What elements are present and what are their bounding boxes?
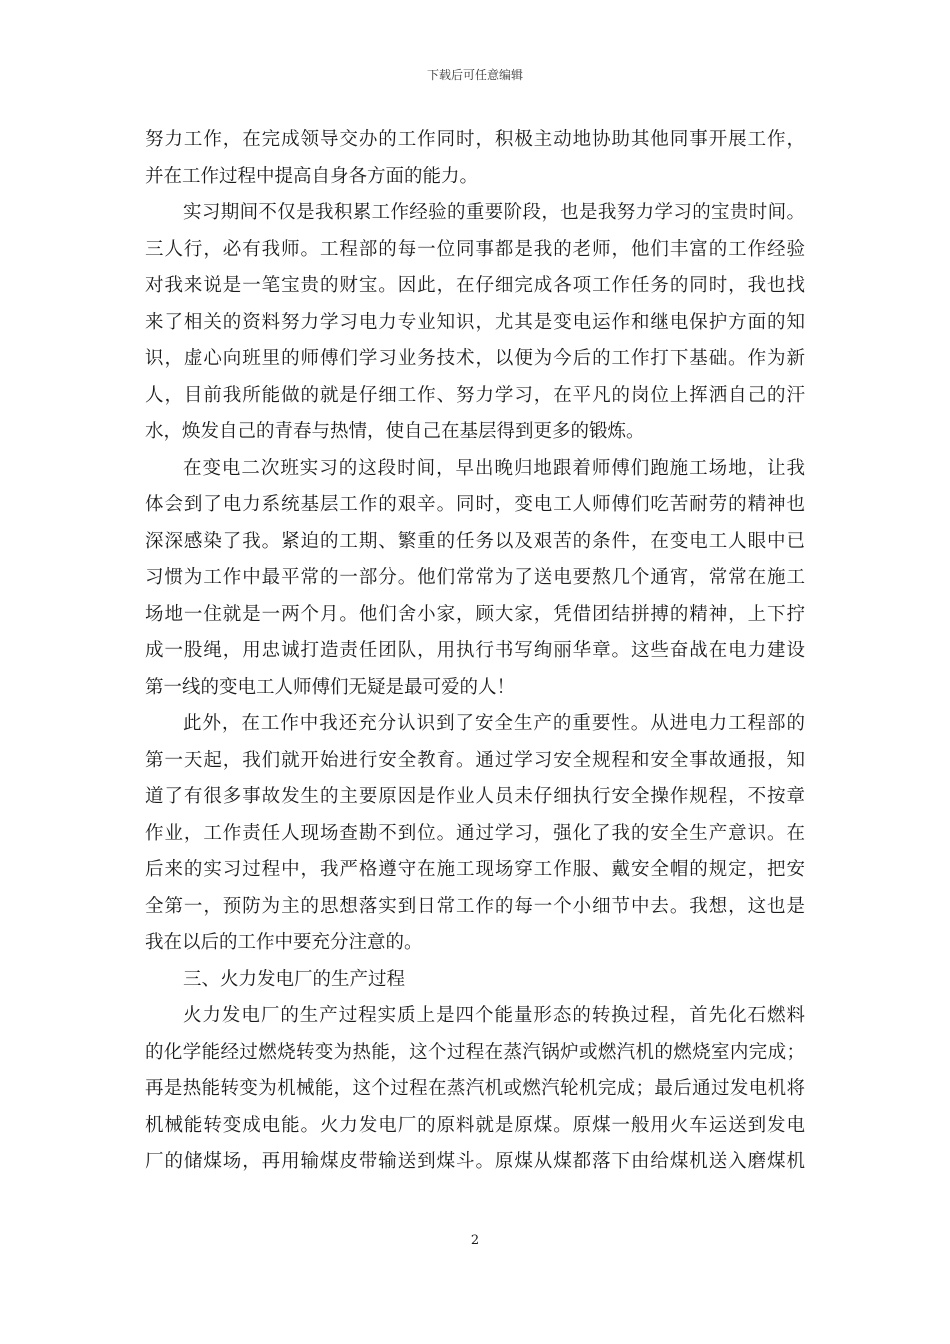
- text-line: 作业，工作责任人现场查勘不到位。通过学习，强化了我的安全生产意识。在: [145, 822, 805, 844]
- text-line: 我在以后的工作中要充分注意的。: [145, 932, 423, 953]
- text-line: 第一线的变电工人师傅们无疑是最可爱的人！: [145, 676, 516, 698]
- text-line: 的化学能经过燃烧转变为热能，这个过程在蒸汽锅炉或燃汽机的燃烧室内完成；: [145, 1041, 805, 1063]
- page-header: 下载后可任意编辑: [426, 68, 523, 82]
- text-line: 机械能转变成电能。火力发电厂的原料就是原煤。原煤一般用火车运送到发电: [145, 1114, 805, 1136]
- text-line: 对我来说是一笔宝贵的财宝。因此，在仔细完成各项工作任务的同时，我也找: [145, 275, 805, 296]
- text-line: 并在工作过程中提高自身各方面的能力。: [145, 165, 479, 187]
- text-line: 后来的实习过程中，我严格遵守在施工现场穿工作服、戴安全帽的规定，把安: [145, 859, 805, 880]
- text-line: 体会到了电力系统基层工作的艰辛。同时，变电工人师傅们吃苦耐劳的精神也: [145, 494, 805, 515]
- page-number: 2: [470, 1233, 480, 1248]
- text-line: 厂的储煤场，再用输煤皮带输送到煤斗。原煤从煤都落下由给煤机送入磨煤机: [145, 1151, 805, 1172]
- text-line: 场地一住就是一两个月。他们舍小家，顾大家，凭借团结拼搏的精神，上下拧: [145, 603, 805, 625]
- text-line: 第一天起，我们就开始进行安全教育。通过学习安全规程和安全事故通报，知: [145, 749, 805, 771]
- text-line: 习惯为工作中最平常的一部分。他们常常为了送电要熬几个通宵，常常在施工: [145, 567, 805, 588]
- text-line: 人，目前我所能做的就是仔细工作、努力学习，在平凡的岗位上挥洒自己的汗: [145, 384, 805, 406]
- text-line: 在变电二次班实习的这段时间，早出晚归地跟着师傅们跑施工场地，让我: [183, 457, 805, 479]
- document-body: [145, 122, 805, 1181]
- text-line: 深深感染了我。紧迫的工期、繁重的任务以及艰苦的条件，在变电工人眼中已: [145, 530, 805, 552]
- text-line: 识，虚心向班里的师傅们学习业务技术，以便为今后的工作打下基础。作为新: [145, 348, 805, 369]
- text-line: 实习期间不仅是我积累工作经验的重要阶段，也是我努力学习的宝贵时间。: [183, 202, 805, 223]
- text-line: 三、火力发电厂的生产过程: [183, 968, 406, 990]
- text-line: 全第一，预防为主的思想落实到日常工作的每一个小细节中去。我想，这也是: [145, 895, 805, 917]
- text-line: 三人行，必有我师。工程部的每一位同事都是我的老师，他们丰富的工作经验: [145, 238, 805, 260]
- text-line: 水，焕发自己的青春与热情，使自己在基层得到更多的锻炼。: [145, 421, 645, 442]
- text-line: 成一股绳，用忠诚打造责任团队，用执行书写绚丽华章。这些奋战在电力建设: [145, 640, 805, 661]
- text-line: 道了有很多事故发生的主要原因是作业人员未仔细执行安全操作规程，不按章: [145, 786, 805, 807]
- text-line: 再是热能转变为机械能，这个过程在蒸汽机或燃汽轮机完成；最后通过发电机将: [145, 1078, 805, 1099]
- text-line: 此外，在工作中我还充分认识到了安全生产的重要性。从进电力工程部的: [183, 713, 805, 734]
- text-line: 来了相关的资料努力学习电力专业知识，尤其是变电运作和继电保护方面的知: [145, 311, 805, 333]
- text-line: 努力工作，在完成领导交办的工作同时，积极主动地协助其他同事开展工作，: [145, 129, 805, 150]
- text-line: 火力发电厂的生产过程实质上是四个能量形态的转换过程，首先化石燃料: [183, 1005, 805, 1026]
